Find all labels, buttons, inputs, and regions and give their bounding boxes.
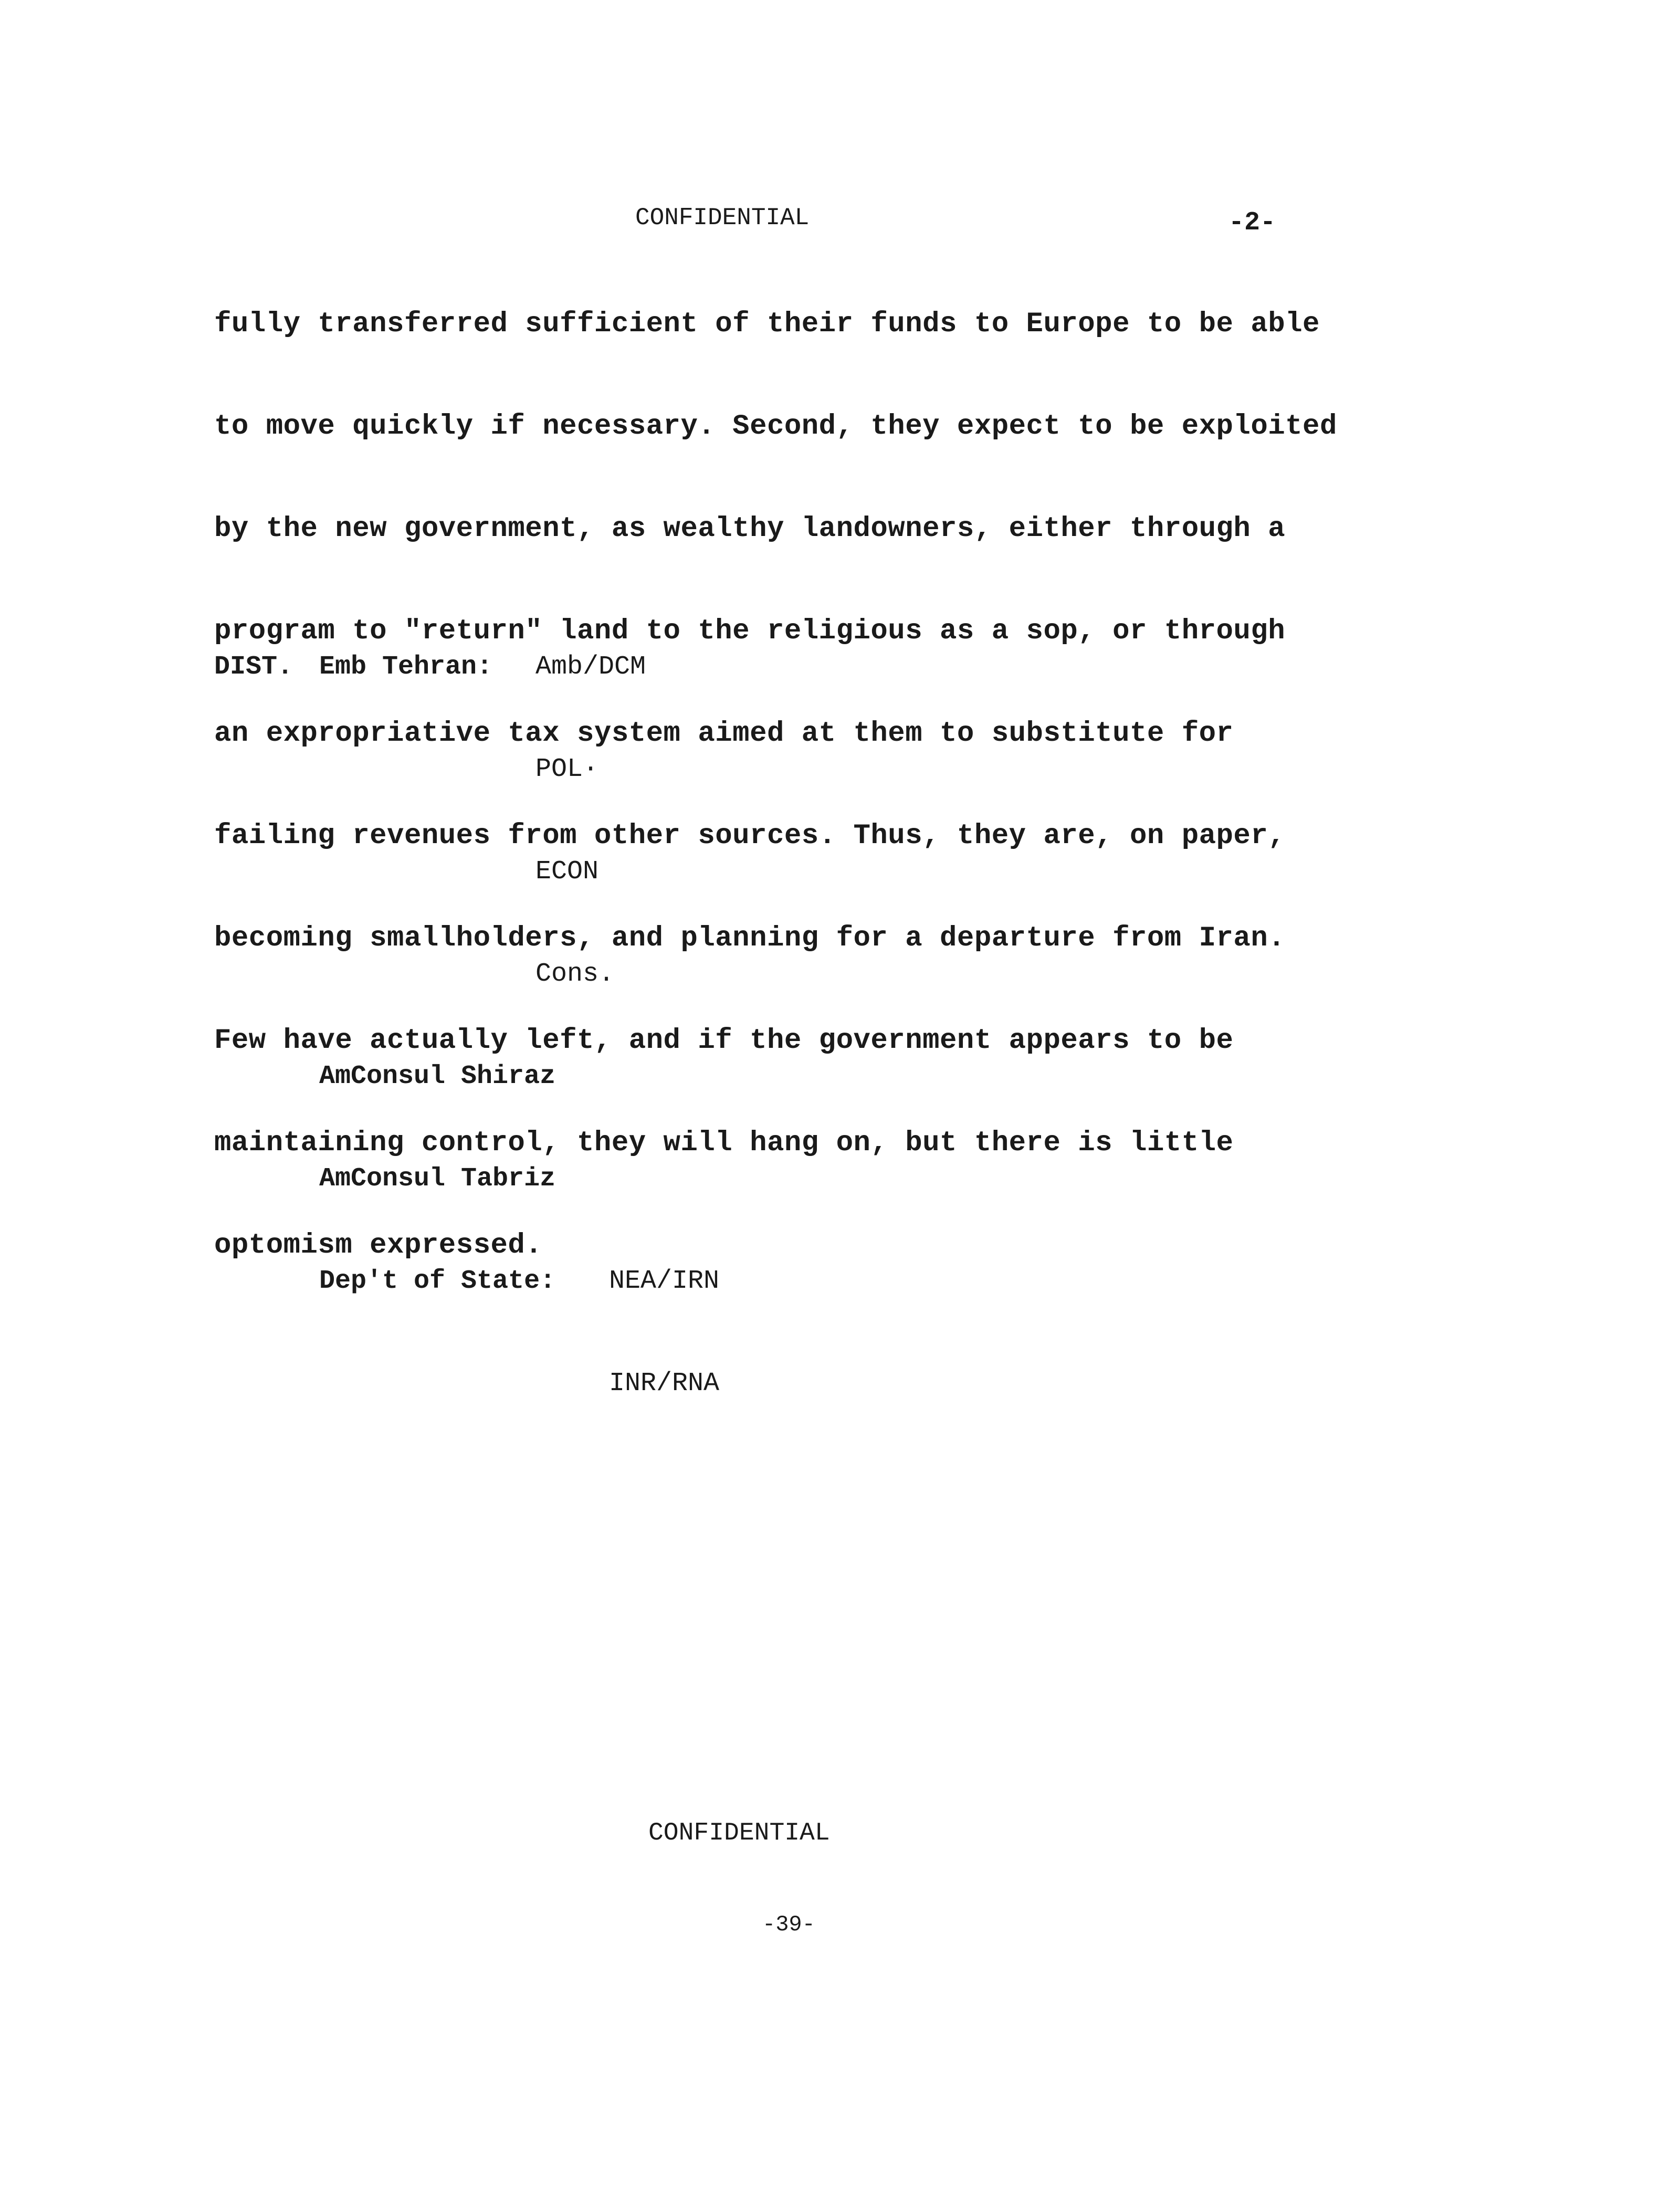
amconsul-tabriz: AmConsul Tabriz bbox=[319, 1164, 556, 1194]
amconsul-shiraz: AmConsul Shiraz bbox=[319, 1062, 556, 1091]
body-line: fully transferred sufficient of their funds to Europe to be able bbox=[214, 308, 1320, 340]
emb-tehran-item: Cons. bbox=[536, 959, 615, 989]
distribution-row bbox=[214, 752, 599, 786]
body-line: becoming smallholders, and planning for a departure from Iran. bbox=[214, 922, 1286, 954]
dept-state-item: NEA/IRN bbox=[609, 1266, 720, 1296]
dept-state-item: INR/RNA bbox=[609, 1369, 720, 1399]
distribution-label: DIST. bbox=[214, 652, 293, 682]
body-line: to move quickly if necessary. Second, they expect to be exploited bbox=[214, 411, 1337, 443]
body-line: failing revenues from other sources. Thus, they are, on paper, bbox=[214, 820, 1286, 852]
body-line: by the new government, as wealthy landowners, either through a bbox=[214, 513, 1286, 545]
emb-tehran-item: ECON bbox=[536, 857, 599, 887]
footer-classification: CONFIDENTIAL bbox=[648, 1819, 830, 1847]
header-page-marker: -2- bbox=[1228, 208, 1276, 238]
distribution-row bbox=[214, 1059, 556, 1094]
body-line: maintaining control, they will hang on, but there is little bbox=[214, 1127, 1234, 1159]
body-line: an expropriative tax system aimed at them to substitute for bbox=[214, 718, 1234, 750]
body-line: program to "return" land to the religious as a sop, or through bbox=[214, 615, 1286, 647]
emb-tehran-label: Emb Tehran: bbox=[319, 652, 493, 682]
emb-tehran-item: Amb/DCM bbox=[536, 652, 646, 682]
footer-page-number: -39- bbox=[762, 1912, 815, 1937]
distribution-row bbox=[214, 1162, 556, 1196]
distribution-row bbox=[214, 855, 599, 889]
emb-tehran-item: POL· bbox=[536, 754, 599, 784]
dept-state-label: Dep't of State: bbox=[319, 1266, 556, 1296]
header-classification: CONFIDENTIAL bbox=[635, 204, 810, 232]
body-line: Few have actually left, and if the government appears to be bbox=[214, 1025, 1234, 1057]
body-line: optomism expressed. bbox=[214, 1229, 543, 1262]
distribution-row bbox=[214, 650, 646, 684]
distribution-row bbox=[214, 957, 615, 991]
distribution-row bbox=[214, 1367, 720, 1401]
distribution-row bbox=[214, 1264, 720, 1298]
